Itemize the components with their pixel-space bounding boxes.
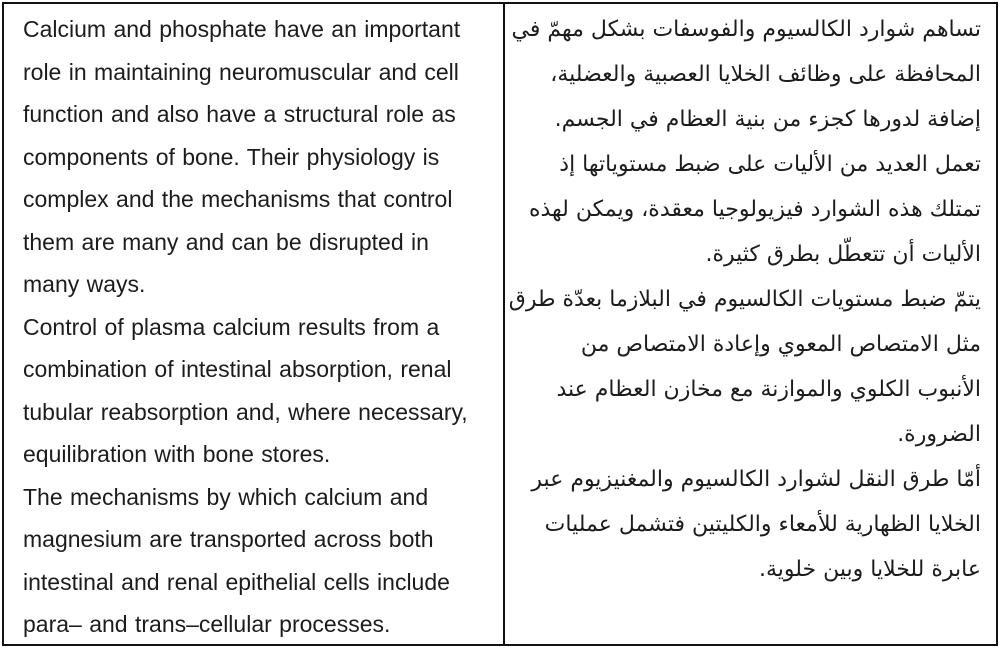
arabic-text-line: تمتلك هذه الشوارد فيزيولوجيا معقدة، ويمكن لهذه (528, 197, 981, 222)
english-text-line: magnesium are transported across both (23, 526, 434, 552)
english-column (4, 4, 505, 644)
english-text-line: equilibration with bone stores. (23, 441, 331, 467)
arabic-text-line: مثل الامتصاص المعوي وإعادة الامتصاص من (580, 332, 981, 357)
english-text-line: combination of intestinal absorption, renal (23, 356, 452, 382)
english-text-line: The mechanisms by which calcium and (23, 483, 429, 510)
english-text-line: them are many and can be disrupted in (23, 228, 429, 255)
arabic-column (505, 4, 996, 644)
arabic-text-line: الأنبوب الكلوي والموازنة مع مخازن العظام عند (556, 377, 981, 402)
english-text-line: Calcium and phosphate have an important (23, 16, 461, 42)
arabic-text-line: عابرة للخلايا وبين خلوية. (758, 557, 981, 582)
arabic-text-line: إضافة لدورها كجزء من بنية العظام في الجسم. (554, 107, 981, 132)
english-text-line: components of bone. Their physiology is (23, 143, 440, 170)
arabic-text-line: الضرورة. (897, 422, 981, 447)
english-text-line: para– and trans–cellular processes. (23, 611, 391, 637)
arabic-text-line: الأليات أن تتعطّل بطرق كثيرة. (705, 242, 981, 267)
arabic-text-line: يتمّ ضبط مستويات الكالسيوم في البلازما بعدّة طرق (508, 287, 981, 312)
arabic-text-line: تعمل العديد من الأليات على ضبط مستوياتها إذ (559, 152, 981, 177)
english-text-line: many ways. (23, 271, 146, 297)
english-text-line: tubular reabsorption and, where necessary, (23, 398, 468, 425)
english-text-line: intestinal and renal epithelial cells include (23, 568, 450, 595)
english-text-line: role in maintaining neuromuscular and cell (23, 58, 459, 85)
english-text-line: Control of plasma calcium results from a (23, 313, 440, 340)
arabic-text-line: أمّا طرق النقل لشوارد الكالسيوم والمغنيزيوم عبر (531, 467, 981, 492)
arabic-text-line: المحافظة على وظائف الخلايا العصبية والعضلية، (550, 62, 981, 87)
arabic-text-line: تساهم شوارد الكالسيوم والفوسفات بشكل مهمّ في (511, 17, 981, 42)
english-text-line: function and also have a structural role as (23, 101, 456, 127)
english-text-line: complex and the mechanisms that control (23, 186, 453, 212)
translation-table (2, 2, 998, 646)
arabic-text-line: الخلايا الظهارية للأمعاء والكليتين فتشمل عمليات (544, 512, 981, 537)
